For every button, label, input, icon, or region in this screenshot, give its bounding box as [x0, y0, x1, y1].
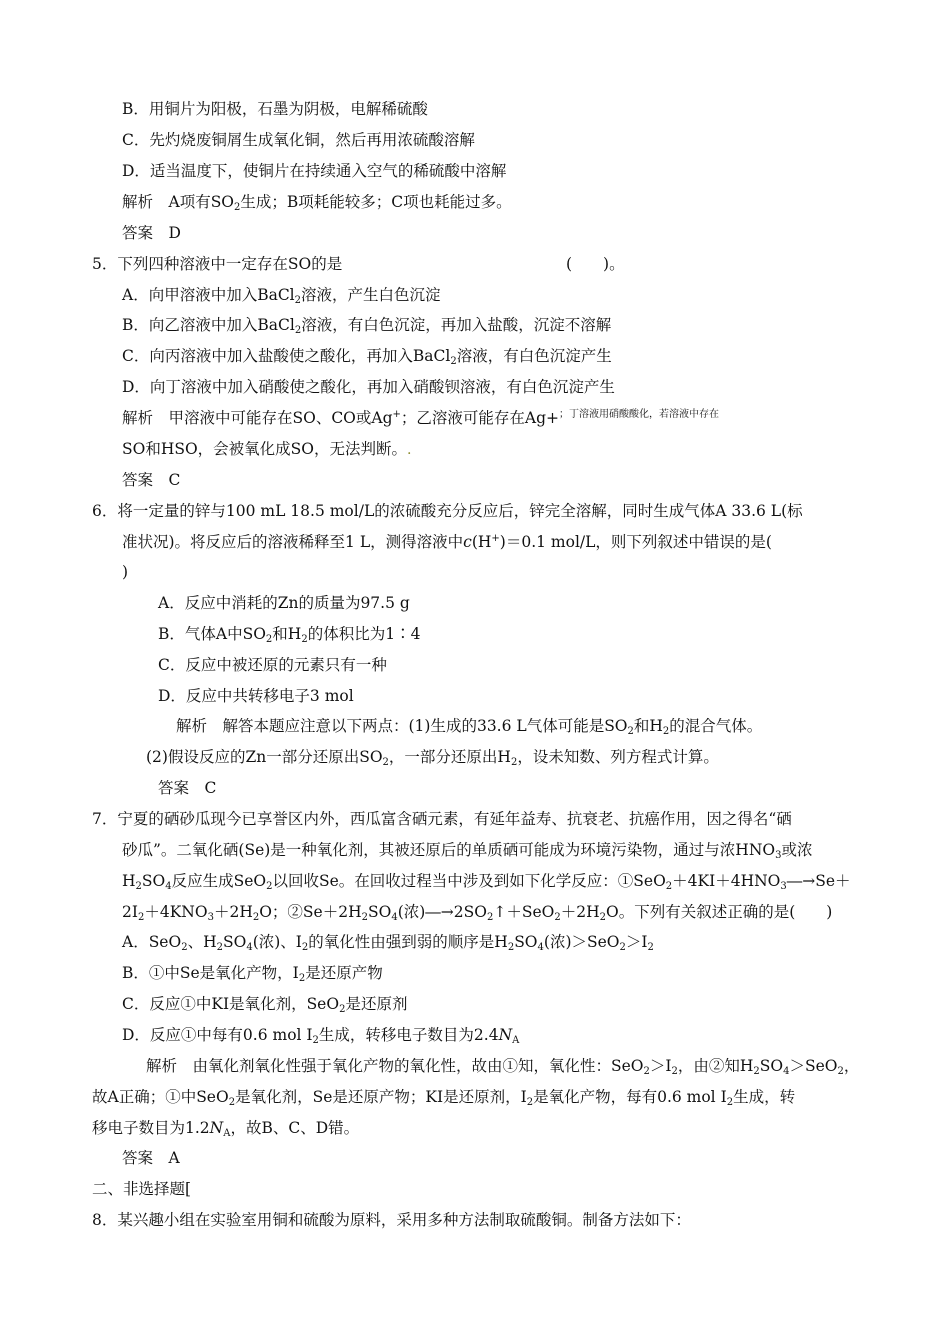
q6-option-a: A．反应中消耗的Zn的质量为97.5 g — [158, 594, 410, 612]
q4-option-c: C．先灼烧废铜屑生成氧化铜，然后再用浓硫酸溶解 — [122, 131, 475, 149]
section-heading: 二、非选择题[ — [92, 1180, 192, 1198]
q7-option-a: A．SeO$_2$、$H_2SO_4$(浓)、$I_2$的氧化性由强到弱的顺序是$H_2SO_4$(浓)$>SeO_2>I_2$ — [122, 933, 654, 953]
q6-option-d: D．反应中共转移电子3 mol — [158, 687, 354, 705]
q6-answer: 答案 C — [158, 779, 217, 797]
q5-analysis-line2: SO和HSO，会被氧化成SO，无法判断。. — [122, 440, 412, 458]
stray-mark-icon: . — [407, 442, 412, 458]
q7-option-c: C．反应①中KI是氧化剂，SeO$_2$是还原剂 — [122, 995, 408, 1015]
q6-stem-line3: ) — [122, 563, 129, 581]
q5-option-c: C．向丙溶液中加入盐酸使之酸化，再加入BaCl$_2$溶液，有白色沉淀产生 — [122, 347, 612, 367]
q4-answer: 答案 D — [122, 224, 181, 242]
q7-stem-line1: 7．宁夏的硒砂瓜现今已享誉区内外，西瓜富含硒元素，有延年益寿、抗衰老、抗癌作用，因之得名“硒 — [92, 810, 792, 828]
q8-stem: 8．某兴趣小组在实验室用铜和硫酸为原料，采用多种方法制取硫酸铜。制备方法如下： — [92, 1211, 691, 1229]
q7-analysis-line1: 解析 由氧化剂氧化性强于氧化产物的氧化性，故由①知，氧化性：$SeO_2>I_2$，由②知$H_2SO_4>SeO_2$， — [146, 1057, 860, 1077]
q6-stem-line1: 6．将一定量的锌与100 mL 18.5 mol/L的浓硫酸充分反应后，锌完全溶解，同时生成气体A 33.6 L(标 — [92, 502, 803, 520]
q5-answer-paren: ( )。 — [566, 255, 625, 273]
q4-analysis: 解析 A项有$SO_2$生成；B项耗能较多；C项也耗能过多。 — [122, 193, 512, 213]
q5-analysis-line1: 解析 甲溶液中可能存在SO、CO或Ag+；乙溶液可能存在Ag+$^{;丁溶液用硝酸酸化,若溶液中存在}$ — [122, 409, 720, 427]
q6-analysis-line2: (2)假设反应的Zn一部分还原出$SO_2$，一部分还原出$H_2$，设未知数、列方程式计算。 — [146, 748, 719, 768]
q7-option-d: D．反应①中每有0.6 mol $I_2$生成，转移电子数目为$2.4N_A$ — [122, 1026, 520, 1046]
q6-analysis-line1: 解析 解答本题应注意以下两点：(1)生成的33.6 L气体可能是$SO_2$和$H_2$的混合气体。 — [176, 717, 763, 737]
q7-stem-line3: $H_2SO_4$反应生成SeO$_2$以回收Se。在回收过程当中涉及到如下化学反应：$①SeO_2+4KI+4HNO_3―\to Se+$ — [122, 872, 851, 892]
q7-answer: 答案 A — [122, 1149, 180, 1167]
q4-option-d: D．适当温度下，使铜片在持续通入空气的稀硫酸中溶解 — [122, 162, 507, 180]
q6-option-b: B．气体A中$SO_2$和$H_2$的体积比为1∶4 — [158, 625, 421, 645]
q4-option-b: B．用铜片为阳极，石墨为阴极，电解稀硫酸 — [122, 100, 428, 118]
q5-option-d: D．向丁溶液中加入硝酸使之酸化，再加入硝酸钡溶液，有白色沉淀产生 — [122, 378, 615, 396]
q6-option-c: C．反应中被还原的元素只有一种 — [158, 656, 387, 674]
q6-stem-line2: 准状况)。将反应后的溶液稀释至1 L，测得溶液中c(H+)＝0.1 mol/L，则下列叙述中错误的是( — [122, 533, 772, 551]
q7-stem-line4: $2I_2+4KNO_3+2H_2O$；$②Se+2H_2SO_4$(浓)$―\to 2SO_2↑+SeO_2+2H_2O$。下列有关叙述正确的是( ) — [122, 903, 833, 923]
q7-stem-line2: 砂瓜”。二氧化硒(Se)是一种氧化剂，其被还原后的单质硒可能成为环境污染物，通过与浓$HNO_3$或浓 — [122, 841, 813, 861]
q7-analysis-line3: 移电子数目为$1.2N_A$，故B、C、D错。 — [92, 1119, 360, 1139]
q7-option-b: B．①中Se是氧化产物，$I_2$是还原产物 — [122, 964, 383, 984]
q5-answer: 答案 C — [122, 471, 181, 489]
q5-option-a: A．向甲溶液中加入BaCl$_2$溶液，产生白色沉淀 — [122, 286, 441, 306]
q5-stem: 5．下列四种溶液中一定存在SO的是 — [92, 255, 343, 273]
q5-option-b: B．向乙溶液中加入BaCl$_2$溶液，有白色沉淀，再加入盐酸，沉淀不溶解 — [122, 316, 612, 336]
q7-analysis-line2: 故A正确；①中SeO$_2$是氧化剂，Se是还原产物；KI是还原剂，$I_2$是氧化产物，每有0.6 mol $I_2$生成，转 — [92, 1088, 796, 1108]
